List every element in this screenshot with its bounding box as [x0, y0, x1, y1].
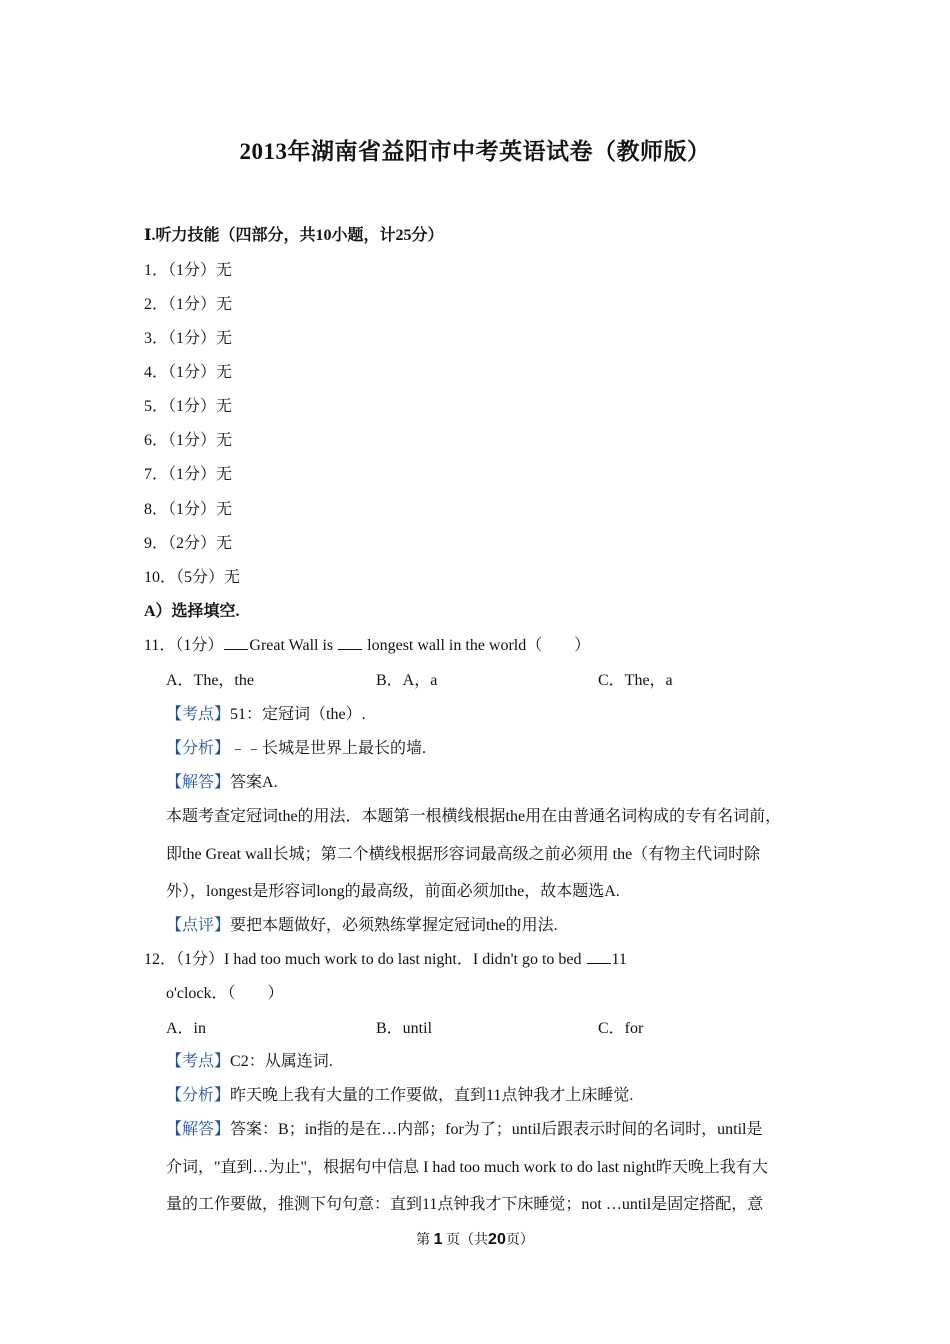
question-prefix: 12．（1分）I had too much work to do last night．I didn't go to bed — [144, 951, 586, 968]
option-a: A．The，the — [166, 672, 254, 689]
explanation-line: 本题考查定冠词the的用法．本题第一根横线根据the用在由普通名词构成的专有名词前， — [166, 808, 782, 825]
question-12-stem-cont: o'clock．（ ） — [166, 985, 284, 1002]
item-number: 8． — [144, 501, 169, 518]
page-number: 1 — [433, 1231, 443, 1248]
section-heading-listening: Ⅰ.听力技能（四部分，共10小题，计25分） — [144, 227, 444, 244]
listening-item — [144, 496, 232, 519]
option-c: C．for — [598, 1020, 644, 1037]
explanation-line: 即the Great wall长城；第二个横线根据形容词最高级之前必须用 the（有物主代词时除 — [166, 846, 761, 863]
kaodian-line — [166, 701, 366, 724]
question-12-stem — [144, 946, 627, 969]
item-text: （1分）无 — [168, 501, 233, 518]
item-text: （1分）无 — [168, 262, 233, 279]
fenxi-tag: 【分析】 — [166, 740, 231, 757]
dianping-line — [166, 912, 558, 935]
item-text: （2分）无 — [168, 535, 233, 552]
item-number: 9． — [144, 535, 169, 552]
fenxi-text: ﹣﹣长城是世界上最长的墙. — [230, 740, 427, 757]
item-number: 2． — [144, 296, 169, 313]
dianping-text: 要把本题做好，必须熟练掌握定冠词the的用法. — [230, 917, 558, 934]
fenxi-text: 昨天晚上我有大量的工作要做，直到11点钟我才上床睡觉. — [230, 1087, 634, 1104]
item-number: 7． — [144, 466, 169, 483]
option-c: C．The，a — [598, 672, 673, 689]
section-heading-choice: A）选择填空. — [144, 603, 240, 620]
jieda-tag: 【解答】 — [166, 1121, 231, 1138]
jieda-tag: 【解答】 — [166, 774, 231, 791]
item-text: （1分）无 — [168, 364, 233, 381]
item-number: 1． — [144, 262, 169, 279]
listening-item — [144, 393, 232, 416]
item-text: （5分）无 — [176, 569, 241, 586]
jieda-line — [166, 1116, 762, 1139]
dianping-tag: 【点评】 — [166, 917, 231, 934]
item-number: 3． — [144, 330, 169, 347]
fenxi-line — [166, 735, 426, 758]
item-text: （1分）无 — [168, 296, 233, 313]
option-a: A．in — [166, 1020, 207, 1037]
listening-item — [144, 359, 232, 382]
question-text: longest wall in the world（ ） — [363, 637, 591, 654]
item-text: （1分）无 — [168, 432, 233, 449]
explanation-line: 外），longest是形容词long的最高级，前面必须加the，故本题选A. — [166, 883, 620, 900]
item-number: 5． — [144, 398, 169, 415]
listening-item — [144, 257, 232, 280]
fenxi-line — [166, 1082, 633, 1105]
kaodian-text: C2：从属连词. — [230, 1053, 333, 1070]
option-b: B．until — [376, 1020, 433, 1037]
answer-blank — [338, 635, 362, 650]
option-b: B．A，a — [376, 672, 438, 689]
listening-item — [144, 564, 240, 587]
jieda-text: 答案：B；in指的是在…内部；for为了；until后跟表示时间的名词时，until是 — [230, 1121, 763, 1138]
item-text: （1分）无 — [168, 398, 233, 415]
listening-item — [144, 461, 232, 484]
jieda-text: 答案A. — [230, 774, 278, 791]
page-footer — [0, 1229, 950, 1249]
fenxi-tag: 【分析】 — [166, 1087, 231, 1104]
footer-middle: 页（共 — [442, 1233, 489, 1248]
listening-item — [144, 291, 232, 314]
kaodian-tag: 【考点】 — [166, 1053, 231, 1070]
item-text: （1分）无 — [168, 330, 233, 347]
total-pages: 20 — [488, 1231, 506, 1248]
jieda-line — [166, 769, 278, 792]
question-11-stem — [144, 632, 590, 655]
item-number: 10． — [144, 569, 177, 586]
question-prefix: 11．（1分） — [144, 637, 224, 654]
explanation-line: 量的工作要做，推测下句句意：直到11点钟我才下床睡觉；not …until是固定搭配，意 — [166, 1196, 764, 1213]
listening-item — [144, 427, 232, 450]
footer-prefix: 第 — [416, 1233, 434, 1248]
item-text: （1分）无 — [168, 466, 233, 483]
listening-item — [144, 530, 232, 553]
document-title: 2013年湖南省益阳市中考英语试卷（教师版） — [239, 139, 711, 164]
answer-blank — [224, 635, 248, 650]
footer-suffix: 页） — [505, 1233, 534, 1248]
kaodian-text: 51：定冠词（the）. — [230, 706, 366, 723]
explanation-line: 介词，"直到…为止"，根据句中信息 I had too much work to do last night昨天晚上我有大 — [166, 1159, 768, 1176]
question-text: 11 — [611, 951, 627, 968]
answer-blank — [587, 949, 611, 964]
question-text: Great Wall is — [249, 637, 338, 654]
kaodian-tag: 【考点】 — [166, 706, 231, 723]
listening-item — [144, 325, 232, 348]
kaodian-line — [166, 1048, 333, 1071]
item-number: 6． — [144, 432, 169, 449]
item-number: 4． — [144, 364, 169, 381]
